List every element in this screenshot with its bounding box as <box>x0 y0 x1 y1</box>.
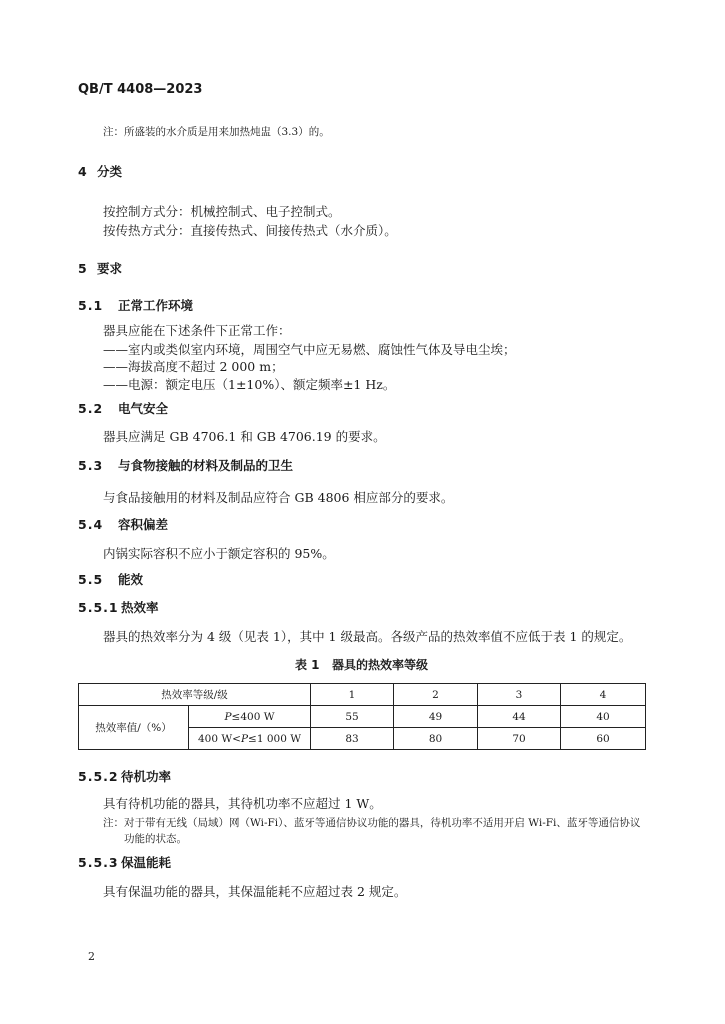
section-5-5-3-heading <box>78 855 171 870</box>
value-cell: 44 <box>478 706 561 728</box>
section-number: 5.3 <box>78 458 104 473</box>
list-item: ——海拔高度不超过 2 000 m； <box>103 359 284 374</box>
section-number: 5.5 <box>78 572 104 587</box>
value-cell: 80 <box>394 728 478 750</box>
table-caption <box>78 658 645 672</box>
section-title: 正常工作环境 <box>118 298 194 313</box>
paragraph: 器具应能在下述条件下正常工作： <box>103 323 291 338</box>
section-5-3-heading <box>78 458 293 473</box>
table-number: 表 1 <box>294 658 320 672</box>
power-condition-cell: 400 W<P≤1 000 W <box>189 728 311 750</box>
list-item: ——电源：额定电压（1±10%）、额定频率±1 Hz。 <box>103 377 396 392</box>
page-number: 2 <box>88 950 95 963</box>
value-cell: 83 <box>311 728 394 750</box>
efficiency-row-label: 热效率值/（%） <box>79 706 189 750</box>
section-title: 容积偏差 <box>118 517 169 532</box>
paragraph: 器具的热效率分为 4 级（见表 1），其中 1 级最高。各级产品的热效率值不应低于表 1 的规定。 <box>103 629 632 644</box>
value-cell: 55 <box>311 706 394 728</box>
standby-note: 注：对于带有无线（局域）网（Wi-Fi）、蓝牙等通信协议功能的器具，待机功率不适用开启 Wi-Fi、蓝牙等通信协议功能的状态。 <box>103 817 641 845</box>
section-5-4-heading <box>78 517 168 532</box>
section-number: 5.4 <box>78 517 104 532</box>
section-title: 能效 <box>118 572 144 587</box>
list-item: ——室内或类似室内环境，周围空气中应无易燃、腐蚀性气体及导电尘埃； <box>103 342 516 357</box>
section-title: 保温能耗 <box>121 855 172 870</box>
section-5-heading <box>78 261 122 276</box>
paragraph: 内锅实际容积不应小于额定容积的 95%。 <box>103 546 335 561</box>
power-condition-cell: P≤400 W <box>189 706 311 728</box>
value-cell: 40 <box>561 706 646 728</box>
paragraph: 具有保温功能的器具，其保温能耗不应超过表 2 规定。 <box>103 884 407 899</box>
section-5-1-heading <box>78 298 193 313</box>
paragraph: 具有待机功能的器具，其待机功率不应超过 1 W。 <box>103 796 382 811</box>
section-title: 电气安全 <box>118 401 169 416</box>
section-5-2-heading <box>78 401 168 416</box>
section-title: 与食物接触的材料及制品的卫生 <box>118 458 294 473</box>
heat-efficiency-table <box>78 683 646 750</box>
grade-cell: 3 <box>478 684 561 706</box>
value-cell: 49 <box>394 706 478 728</box>
section-number: 5.1 <box>78 298 104 313</box>
paragraph: 与食品接触用的材料及制品应符合 GB 4806 相应部分的要求。 <box>103 490 454 505</box>
grade-cell: 2 <box>394 684 478 706</box>
section-number: 5.5.2 <box>78 769 119 784</box>
grade-header-label: 热效率等级/级 <box>79 684 311 706</box>
section-4-heading <box>78 164 122 179</box>
table-row <box>79 706 646 728</box>
table-title: 器具的热效率等级 <box>332 658 429 672</box>
section-title: 热效率 <box>121 600 159 615</box>
section-number: 5 <box>78 261 88 276</box>
table-header-row <box>79 684 646 706</box>
grade-cell: 4 <box>561 684 646 706</box>
section-5-5-heading <box>78 572 143 587</box>
section-number: 5.5.3 <box>78 855 119 870</box>
paragraph: 按控制方式分：机械控制式、电子控制式。 <box>103 204 341 219</box>
value-cell: 70 <box>478 728 561 750</box>
paragraph: 器具应满足 GB 4706.1 和 GB 4706.19 的要求。 <box>103 429 386 444</box>
section-5-5-1-heading <box>78 600 159 615</box>
section-title: 待机功率 <box>121 769 172 784</box>
section-number: 4 <box>78 164 88 179</box>
section-number: 5.2 <box>78 401 104 416</box>
section-title: 要求 <box>97 261 123 276</box>
value-cell: 60 <box>561 728 646 750</box>
intro-note: 注：所盛装的水介质是用来加热炖盅（3.3）的。 <box>103 126 330 138</box>
section-title: 分类 <box>97 164 123 179</box>
grade-cell: 1 <box>311 684 394 706</box>
section-5-5-2-heading <box>78 769 171 784</box>
section-number: 5.5.1 <box>78 600 119 615</box>
paragraph: 按传热方式分：直接传热式、间接传热式（水介质）。 <box>103 223 397 238</box>
standard-code-header: QB/T 4408—2023 <box>78 82 203 97</box>
